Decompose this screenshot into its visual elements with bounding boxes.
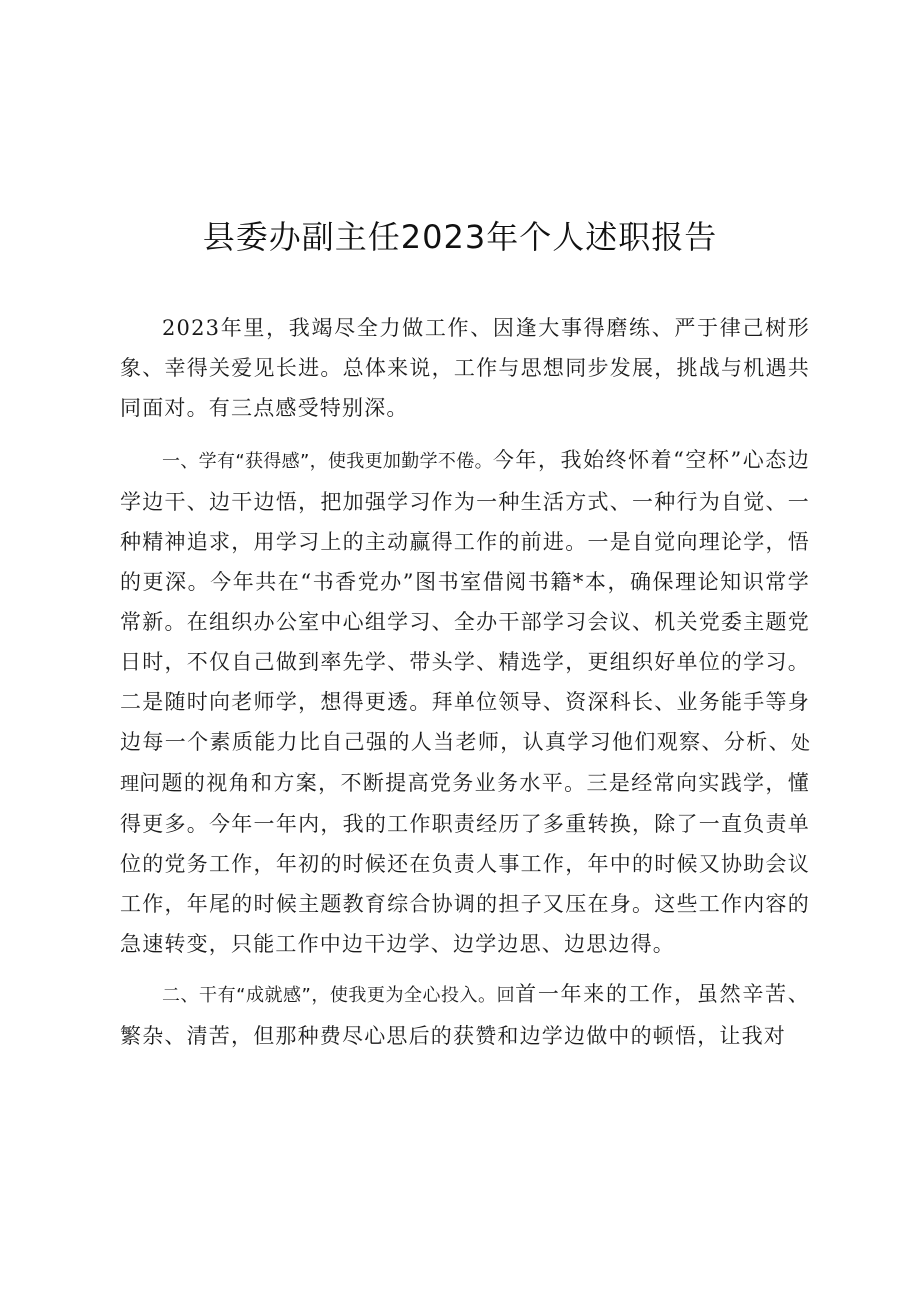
- paragraph-intro: [120, 308, 810, 428]
- section-two-heading: 二、干有“成就感”，使我更为全心投入。回: [162, 985, 516, 1006]
- paragraph-section-one: [120, 440, 810, 964]
- section-one-inline: 处理: [120, 732, 810, 795]
- document-title: 县委办副主任2023年个人述职报告: [202, 218, 718, 256]
- section-one-text-b: 问题的视角和方案，不断提高党务业务水平。三是经常向实践学，懂得更多。今年一年内，我的工作职责经历了多重转换，除了一直负责单位的党务工作，年初的时候还在负责人事工作，年中的时候又协助会议工作，年尾的时候主题教育综合协调的担子又压在身。这些工作内容的急速转变，只能工作中边干边学、边学边思、边思边得。: [120, 771, 810, 956]
- document-body: [120, 308, 810, 1066]
- section-two-text: 首一年来的工作，虽然辛苦、繁杂、清苦，但那种费尽心思后的获赞和边学边做中的顿悟，让我对: [120, 982, 810, 1048]
- section-one-text-a: 今年，我始终怀着“空杯”心态边学边干、边干边悟，把加强学习作为一种生活方式、一种行为自觉、一种精神追求，用学习上的主动赢得工作的前进。一是自觉向理论学，悟的更深。今年共在“书香党办”图书室借阅书籍*本，确保理论知识常学常新。在组织办公室中心组学习、全办干部学习会议、机关党委主题党日时，不仅自己做到率先学、带头学、精选学，更组织好单位的学习。二是随时向老师学，想得更透。拜单位领导、资深科长、业务能手等身边每一个素质能力比自己强的人当老师，认真学习他们观察、分析、: [120, 448, 810, 754]
- section-one-heading: 一、学有“获得感”，使我更加勤学不倦。: [162, 451, 493, 472]
- paragraph-section-two: [120, 974, 810, 1056]
- paragraph-intro-text: 2023年里，我竭尽全力做工作、因逢大事得磨练、严于律己树形象、幸得关爱见长进。总体来说，工作与思想同步发展，挑战与机遇共同面对。有三点感受特别深。: [120, 316, 810, 420]
